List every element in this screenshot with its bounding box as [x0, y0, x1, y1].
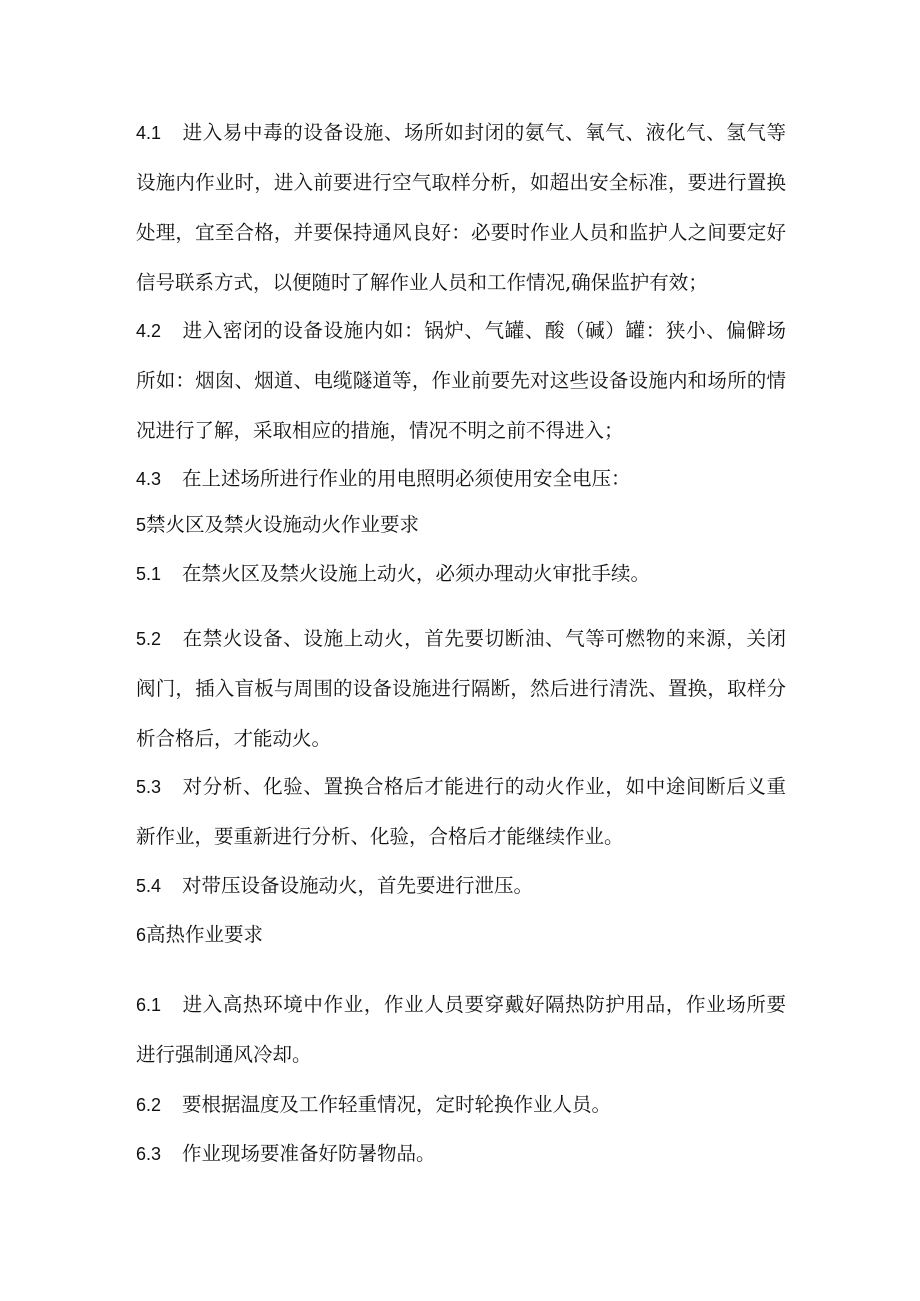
heading-text: 高热作业要求 [146, 923, 264, 946]
clause-text: 对分析、化验、置换合格后才能进行的动火作业，如中途间断后义重新作业，要重新进行分析、化验，合格后才能继续作业。 [136, 775, 786, 848]
clause-text: 在禁火区及禁火设施上动火，必须办理动火审批手续。 [182, 562, 651, 585]
section-heading-5 [136, 500, 419, 550]
clause-number: 6.3 [136, 1144, 162, 1164]
clause-number: 6.1 [136, 995, 162, 1015]
clause-text: 进入高热环境中作业，作业人员要穿戴好隔热防护用品，作业场所要进行强制通风冷却。 [136, 993, 786, 1066]
clause-5-4 [136, 861, 786, 911]
clause-5-1 [136, 549, 786, 599]
clause-text: 要根据温度及工作轻重情况，定时轮换作业人员。 [182, 1093, 612, 1116]
clause-number: 6.2 [136, 1095, 162, 1115]
clause-text: 在上述场所进行作业的用电照明必须使用安全电压： [182, 467, 631, 490]
clause-4-2 [136, 306, 786, 456]
clause-number: 5.2 [136, 629, 162, 649]
clause-text: 进入易中毒的设备设施、场所如封闭的氨气、氧气、液化气、氢气等设施内作业时，进入前要进行空气取样分析，如超出安全标准，要进行置换处理，宜至合格，并要保持通风良好：必要时作业人员和监护人之间要定好信号联系方式，以便随时了解作业人员和工作情况,确保监护有效； [136, 121, 786, 294]
clause-number: 4.1 [136, 123, 162, 143]
clause-number: 5.4 [136, 876, 162, 896]
clause-6-1 [136, 980, 786, 1080]
clause-text: 在禁火设备、设施上动火，首先要切断油、气等可燃物的来源，关闭阀门，插入盲板与周围的设备设施进行隔断，然后进行清洗、置换，取样分析合格后，才能动火。 [136, 627, 786, 750]
heading-number: 5 [136, 515, 147, 535]
clause-5-3 [136, 762, 786, 862]
clause-text: 进入密闭的设备设施内如：锅炉、气罐、酸（碱）罐：狭小、偏僻场所如：烟囱、烟道、电缆隧道等，作业前要先对这些设备设施内和场所的情况进行了解，采取相应的措施，情况不明之前不得进入； [136, 319, 786, 442]
heading-text: 禁火区及禁火设施动火作业要求 [146, 513, 420, 536]
clause-4-3 [136, 454, 786, 504]
clause-text: 对带压设备设施动火，首先要进行泄压。 [182, 874, 534, 897]
clause-text: 作业现场要准备好防暑物品。 [182, 1142, 436, 1165]
clause-4-1 [136, 108, 786, 308]
heading-number: 6 [136, 925, 147, 945]
clause-6-3 [136, 1129, 786, 1179]
clause-number: 5.1 [136, 564, 162, 584]
clause-5-2 [136, 614, 786, 764]
section-heading-6 [136, 910, 263, 960]
clause-number: 4.3 [136, 469, 162, 489]
clause-number: 4.2 [136, 321, 162, 341]
clause-6-2 [136, 1080, 786, 1130]
clause-number: 5.3 [136, 777, 162, 797]
